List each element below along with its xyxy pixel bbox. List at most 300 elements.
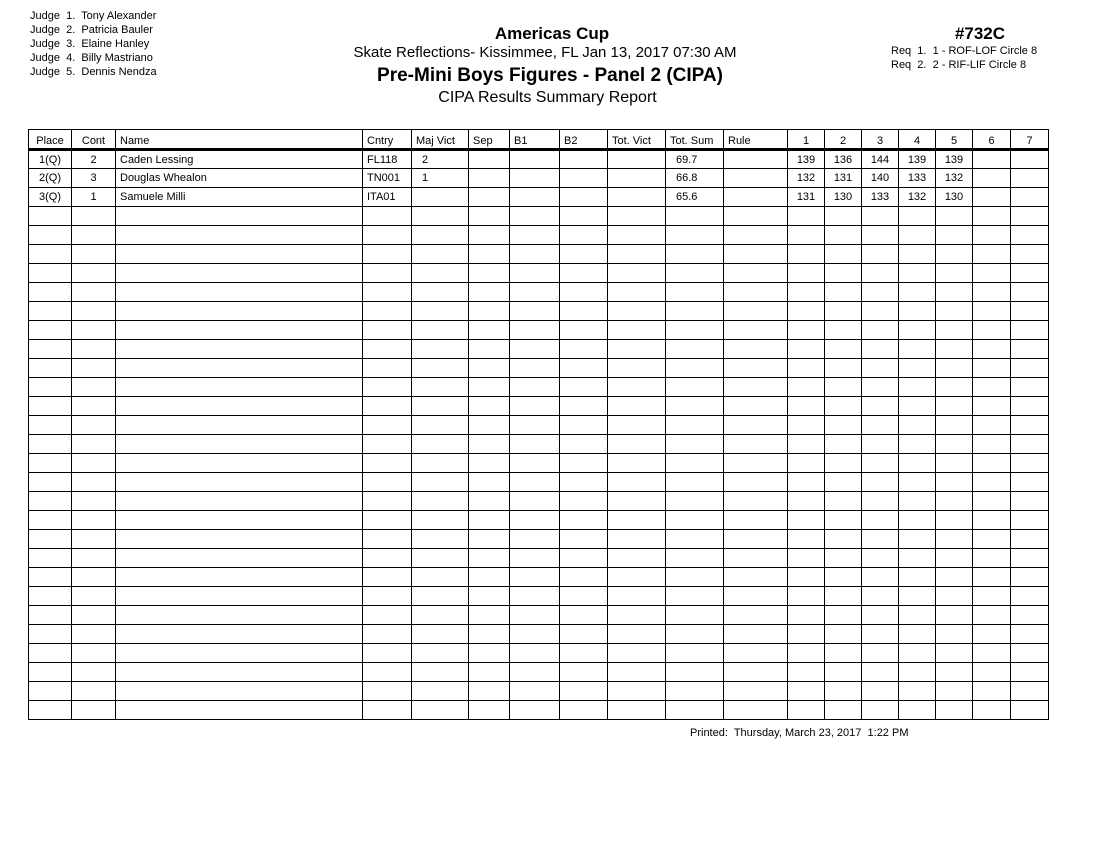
cell-judge-1: 131 <box>788 188 825 207</box>
empty-cell <box>825 606 862 625</box>
empty-cell <box>666 378 724 397</box>
empty-cell <box>973 663 1011 682</box>
empty-cell <box>724 454 788 473</box>
empty-cell <box>862 568 899 587</box>
empty-cell <box>788 207 825 226</box>
empty-cell <box>29 587 72 606</box>
empty-cell <box>899 682 936 701</box>
empty-cell <box>936 359 973 378</box>
empty-cell <box>1011 625 1049 644</box>
empty-cell <box>899 549 936 568</box>
empty-cell <box>724 568 788 587</box>
empty-cell <box>469 530 510 549</box>
empty-cell <box>788 245 825 264</box>
empty-cell <box>469 321 510 340</box>
empty-table-row <box>29 511 1049 530</box>
empty-cell <box>412 435 469 454</box>
empty-cell <box>560 245 608 264</box>
empty-cell <box>116 663 363 682</box>
empty-cell <box>666 454 724 473</box>
empty-table-row <box>29 701 1049 720</box>
empty-cell <box>899 207 936 226</box>
empty-cell <box>666 359 724 378</box>
empty-cell <box>560 359 608 378</box>
empty-table-row <box>29 473 1049 492</box>
empty-cell <box>973 283 1011 302</box>
empty-cell <box>608 625 666 644</box>
empty-cell <box>973 625 1011 644</box>
cell-sep <box>469 169 510 188</box>
table-row <box>29 188 1049 207</box>
empty-cell <box>724 473 788 492</box>
empty-cell <box>510 378 560 397</box>
empty-cell <box>1011 492 1049 511</box>
cell-judge-1: 132 <box>788 169 825 188</box>
empty-cell <box>29 682 72 701</box>
empty-cell <box>666 663 724 682</box>
empty-cell <box>788 359 825 378</box>
empty-cell <box>936 587 973 606</box>
empty-cell <box>363 644 412 663</box>
empty-table-row <box>29 359 1049 378</box>
empty-cell <box>412 644 469 663</box>
empty-cell <box>899 378 936 397</box>
empty-cell <box>560 644 608 663</box>
cell-name: Douglas Whealon <box>116 169 363 188</box>
empty-cell <box>973 454 1011 473</box>
empty-table-row <box>29 663 1049 682</box>
empty-cell <box>788 302 825 321</box>
empty-cell <box>469 644 510 663</box>
empty-cell <box>862 397 899 416</box>
empty-table-row <box>29 283 1049 302</box>
empty-cell <box>363 530 412 549</box>
empty-cell <box>862 549 899 568</box>
empty-cell <box>608 207 666 226</box>
cell-judge-5: 130 <box>936 188 973 207</box>
empty-cell <box>973 207 1011 226</box>
empty-cell <box>973 530 1011 549</box>
empty-cell <box>825 245 862 264</box>
cell-b2 <box>560 188 608 207</box>
empty-cell <box>825 511 862 530</box>
empty-cell <box>666 587 724 606</box>
empty-cell <box>116 530 363 549</box>
col-judge-2: 2 <box>825 130 862 150</box>
empty-cell <box>825 416 862 435</box>
cell-maj-vict <box>412 188 469 207</box>
empty-cell <box>936 511 973 530</box>
empty-cell <box>412 207 469 226</box>
empty-cell <box>1011 473 1049 492</box>
empty-cell <box>1011 701 1049 720</box>
empty-cell <box>363 587 412 606</box>
empty-cell <box>666 625 724 644</box>
empty-cell <box>1011 549 1049 568</box>
cell-sep <box>469 188 510 207</box>
empty-cell <box>510 663 560 682</box>
empty-cell <box>899 435 936 454</box>
empty-cell <box>469 207 510 226</box>
empty-cell <box>936 226 973 245</box>
empty-cell <box>862 530 899 549</box>
empty-cell <box>412 587 469 606</box>
empty-cell <box>724 435 788 454</box>
empty-cell <box>116 302 363 321</box>
empty-cell <box>363 321 412 340</box>
empty-cell <box>363 492 412 511</box>
empty-cell <box>510 359 560 378</box>
empty-cell <box>116 416 363 435</box>
cell-sep <box>469 150 510 169</box>
empty-cell <box>1011 359 1049 378</box>
col-judge-6: 6 <box>973 130 1011 150</box>
empty-cell <box>666 435 724 454</box>
empty-cell <box>1011 321 1049 340</box>
empty-cell <box>936 663 973 682</box>
empty-cell <box>560 568 608 587</box>
empty-cell <box>936 264 973 283</box>
empty-cell <box>724 644 788 663</box>
empty-cell <box>724 416 788 435</box>
empty-cell <box>1011 397 1049 416</box>
empty-cell <box>973 245 1011 264</box>
empty-cell <box>788 701 825 720</box>
empty-cell <box>788 454 825 473</box>
empty-cell <box>469 245 510 264</box>
empty-cell <box>608 606 666 625</box>
empty-cell <box>29 207 72 226</box>
empty-cell <box>724 663 788 682</box>
empty-cell <box>608 340 666 359</box>
col-sep: Sep <box>469 130 510 150</box>
empty-cell <box>936 454 973 473</box>
empty-cell <box>724 207 788 226</box>
empty-cell <box>560 340 608 359</box>
empty-cell <box>29 435 72 454</box>
empty-cell <box>29 416 72 435</box>
cell-cont: 1 <box>72 188 116 207</box>
empty-cell <box>973 226 1011 245</box>
empty-cell <box>608 397 666 416</box>
empty-cell <box>825 207 862 226</box>
empty-cell <box>825 682 862 701</box>
empty-cell <box>116 283 363 302</box>
empty-cell <box>724 397 788 416</box>
empty-cell <box>72 587 116 606</box>
empty-cell <box>1011 454 1049 473</box>
empty-cell <box>469 359 510 378</box>
empty-cell <box>1011 435 1049 454</box>
empty-cell <box>412 245 469 264</box>
empty-cell <box>1011 530 1049 549</box>
empty-cell <box>724 321 788 340</box>
cell-rule <box>724 188 788 207</box>
judges-list <box>30 9 157 79</box>
empty-cell <box>72 511 116 530</box>
empty-cell <box>936 682 973 701</box>
empty-cell <box>608 530 666 549</box>
empty-cell <box>899 492 936 511</box>
event-info <box>880 24 1060 72</box>
empty-cell <box>825 378 862 397</box>
empty-cell <box>363 473 412 492</box>
empty-cell <box>116 226 363 245</box>
empty-cell <box>469 473 510 492</box>
empty-cell <box>412 682 469 701</box>
empty-cell <box>469 264 510 283</box>
venue-date: Skate Reflections- Kissimmee, FL Jan 13, 2017 07:30 AM <box>353 44 737 61</box>
empty-cell <box>788 530 825 549</box>
empty-cell <box>72 549 116 568</box>
empty-cell <box>724 245 788 264</box>
empty-cell <box>724 511 788 530</box>
empty-cell <box>899 359 936 378</box>
empty-cell <box>29 378 72 397</box>
empty-cell <box>899 245 936 264</box>
empty-cell <box>862 226 899 245</box>
empty-cell <box>1011 378 1049 397</box>
empty-cell <box>724 682 788 701</box>
empty-cell <box>560 416 608 435</box>
empty-cell <box>363 226 412 245</box>
empty-cell <box>29 359 72 378</box>
empty-cell <box>973 682 1011 701</box>
empty-cell <box>973 492 1011 511</box>
empty-cell <box>510 530 560 549</box>
empty-cell <box>608 226 666 245</box>
empty-cell <box>825 302 862 321</box>
judge-3: Judge 3. Elaine Hanley <box>30 38 150 50</box>
empty-cell <box>862 321 899 340</box>
empty-cell <box>666 416 724 435</box>
empty-cell <box>608 302 666 321</box>
empty-cell <box>560 454 608 473</box>
empty-table-row <box>29 435 1049 454</box>
empty-cell <box>724 625 788 644</box>
empty-cell <box>608 359 666 378</box>
empty-cell <box>29 644 72 663</box>
empty-cell <box>560 264 608 283</box>
empty-cell <box>510 644 560 663</box>
empty-cell <box>412 283 469 302</box>
cell-judge-7 <box>1011 169 1049 188</box>
empty-cell <box>560 302 608 321</box>
empty-cell <box>788 568 825 587</box>
empty-cell <box>510 473 560 492</box>
empty-cell <box>412 454 469 473</box>
empty-cell <box>116 359 363 378</box>
empty-cell <box>29 530 72 549</box>
cell-judge-3: 133 <box>862 188 899 207</box>
empty-cell <box>469 454 510 473</box>
cell-tot-sum: 69.7 <box>666 150 724 169</box>
empty-table-row <box>29 340 1049 359</box>
empty-cell <box>116 644 363 663</box>
empty-cell <box>412 397 469 416</box>
empty-cell <box>899 397 936 416</box>
cell-cont: 3 <box>72 169 116 188</box>
empty-table-row <box>29 378 1049 397</box>
empty-cell <box>899 454 936 473</box>
empty-cell <box>666 245 724 264</box>
empty-cell <box>363 549 412 568</box>
empty-cell <box>825 340 862 359</box>
cell-judge-5: 132 <box>936 169 973 188</box>
cell-cntry: FL118 <box>363 150 412 169</box>
empty-cell <box>510 568 560 587</box>
empty-table-row <box>29 321 1049 340</box>
empty-cell <box>412 378 469 397</box>
empty-cell <box>560 587 608 606</box>
empty-cell <box>825 397 862 416</box>
empty-cell <box>608 473 666 492</box>
cell-cont: 2 <box>72 150 116 169</box>
empty-cell <box>560 511 608 530</box>
empty-table-row <box>29 587 1049 606</box>
empty-cell <box>560 549 608 568</box>
empty-cell <box>608 511 666 530</box>
empty-cell <box>560 625 608 644</box>
empty-cell <box>666 492 724 511</box>
empty-table-row <box>29 530 1049 549</box>
empty-cell <box>363 701 412 720</box>
empty-cell <box>973 359 1011 378</box>
empty-cell <box>973 416 1011 435</box>
cell-rule <box>724 169 788 188</box>
empty-cell <box>72 454 116 473</box>
empty-cell <box>936 378 973 397</box>
empty-cell <box>608 549 666 568</box>
empty-cell <box>973 549 1011 568</box>
empty-cell <box>72 568 116 587</box>
empty-cell <box>862 625 899 644</box>
empty-table-row <box>29 606 1049 625</box>
empty-cell <box>936 606 973 625</box>
empty-cell <box>862 245 899 264</box>
requirement-1: Req 1. 1 - ROF-LOF Circle 8 <box>891 45 1038 57</box>
empty-table-row <box>29 454 1049 473</box>
empty-cell <box>825 435 862 454</box>
empty-cell <box>825 283 862 302</box>
empty-cell <box>560 492 608 511</box>
table-row <box>29 150 1049 169</box>
empty-cell <box>510 226 560 245</box>
empty-cell <box>469 663 510 682</box>
empty-cell <box>1011 568 1049 587</box>
empty-cell <box>29 397 72 416</box>
empty-cell <box>469 511 510 530</box>
col-place: Place <box>29 130 72 150</box>
empty-cell <box>363 359 412 378</box>
empty-cell <box>899 416 936 435</box>
empty-cell <box>1011 207 1049 226</box>
empty-cell <box>788 606 825 625</box>
empty-cell <box>116 264 363 283</box>
col-maj-vict: Maj Vict <box>412 130 469 150</box>
empty-cell <box>899 264 936 283</box>
empty-cell <box>412 416 469 435</box>
empty-cell <box>469 549 510 568</box>
empty-table-row <box>29 264 1049 283</box>
empty-cell <box>862 359 899 378</box>
cell-judge-3: 140 <box>862 169 899 188</box>
col-judge-4: 4 <box>899 130 936 150</box>
col-b1: B1 <box>510 130 560 150</box>
empty-cell <box>510 587 560 606</box>
empty-cell <box>862 264 899 283</box>
empty-cell <box>116 378 363 397</box>
empty-cell <box>72 321 116 340</box>
empty-cell <box>1011 283 1049 302</box>
empty-cell <box>560 606 608 625</box>
empty-cell <box>510 435 560 454</box>
empty-cell <box>510 207 560 226</box>
cell-maj-vict: 1 <box>412 169 469 188</box>
empty-cell <box>412 340 469 359</box>
empty-cell <box>116 625 363 644</box>
empty-cell <box>973 302 1011 321</box>
empty-cell <box>899 321 936 340</box>
cell-judge-2: 130 <box>825 188 862 207</box>
cell-judge-2: 131 <box>825 169 862 188</box>
empty-cell <box>510 701 560 720</box>
empty-cell <box>72 378 116 397</box>
empty-cell <box>973 568 1011 587</box>
empty-cell <box>825 359 862 378</box>
col-judge-3: 3 <box>862 130 899 150</box>
empty-cell <box>788 264 825 283</box>
empty-cell <box>469 416 510 435</box>
empty-cell <box>1011 416 1049 435</box>
judge-5: Judge 5. Dennis Nendza <box>30 66 157 78</box>
printed-timestamp: Printed: Thursday, March 23, 2017 1:22 PM <box>690 727 909 739</box>
empty-cell <box>862 340 899 359</box>
empty-cell <box>936 549 973 568</box>
empty-cell <box>666 207 724 226</box>
empty-cell <box>788 587 825 606</box>
cell-judge-6 <box>973 169 1011 188</box>
empty-cell <box>899 587 936 606</box>
empty-cell <box>936 302 973 321</box>
empty-table-row <box>29 397 1049 416</box>
empty-cell <box>973 606 1011 625</box>
empty-cell <box>862 473 899 492</box>
cell-judge-6 <box>973 188 1011 207</box>
cell-cntry: TN001 <box>363 169 412 188</box>
empty-cell <box>72 701 116 720</box>
empty-cell <box>116 701 363 720</box>
empty-cell <box>116 473 363 492</box>
empty-cell <box>899 606 936 625</box>
empty-cell <box>608 264 666 283</box>
empty-cell <box>510 302 560 321</box>
empty-cell <box>72 416 116 435</box>
empty-cell <box>899 568 936 587</box>
empty-cell <box>29 492 72 511</box>
cell-judge-4: 132 <box>899 188 936 207</box>
empty-cell <box>666 549 724 568</box>
empty-cell <box>469 587 510 606</box>
empty-cell <box>29 302 72 321</box>
empty-cell <box>724 302 788 321</box>
empty-cell <box>973 340 1011 359</box>
empty-cell <box>412 359 469 378</box>
empty-cell <box>510 321 560 340</box>
empty-cell <box>788 682 825 701</box>
empty-table-row <box>29 492 1049 511</box>
cell-rule <box>724 150 788 169</box>
